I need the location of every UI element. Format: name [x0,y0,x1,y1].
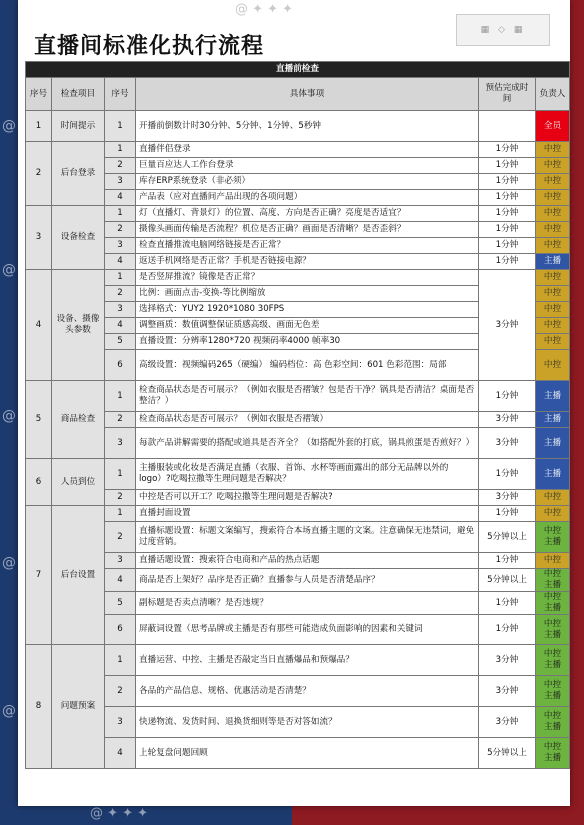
owner-badge: 中控主播 [536,569,570,592]
owner-badge: 中控 [536,318,570,334]
row-detail: 检查商品状态是否可展示？（例如衣服是否褶皱？包是否干净？锅具是否清洁？桌面是否整洁？） [136,381,479,412]
group-item: 后台登录 [52,142,105,206]
row-time: 5分钟以上 [479,569,536,592]
table-row [26,222,570,238]
row-number: 2 [105,222,136,238]
row-detail: 是否竖屏推流？镜像是否正常？ [136,270,479,286]
row-time: 1分钟 [479,254,536,270]
group-number: 5 [26,381,52,459]
header-owner: 负责人 [536,78,570,111]
row-detail: 直播设置：分辨率1280*720 视频码率4000 帧率30 [136,334,479,350]
row-number: 3 [105,174,136,190]
owner-badge: 全员 [536,111,570,142]
owner-badge: 主播 [536,254,570,270]
row-number: 6 [105,350,136,381]
row-time: 1分钟 [479,206,536,222]
row-number: 3 [105,238,136,254]
watermark-left: @ [2,408,16,424]
row-number: 2 [105,522,136,553]
row-number: 2 [105,676,136,707]
owner-badge: 中控 [536,270,570,286]
watermark-left: @ [2,118,16,134]
group-item: 商品检查 [52,381,105,459]
owner-badge: 中控 [536,506,570,522]
row-number: 1 [105,142,136,158]
row-number: 2 [105,158,136,174]
row-number: 4 [105,318,136,334]
row-time: 1分钟 [479,158,536,174]
owner-badge: 中控 [536,553,570,569]
owner-badge: 中控 [536,206,570,222]
table-row [26,645,570,676]
row-number: 5 [105,592,136,615]
group-item: 时间提示 [52,111,105,142]
row-time: 1分钟 [479,222,536,238]
owner-badge: 中控 [536,222,570,238]
table-row [26,158,570,174]
checklist-table [25,61,570,769]
group-item: 人员到位 [52,459,105,506]
group-item: 问题预案 [52,645,105,769]
row-detail: 比例：画面点击-变换-等比例缩放 [136,286,479,302]
row-time: 1分钟 [479,238,536,254]
page-title: 直播间标准化执行流程 [34,33,265,59]
table-row [26,738,570,769]
header-row-no: 序号 [105,78,136,111]
table-row [26,111,570,142]
row-time: 3分钟 [479,270,536,381]
row-time: 1分钟 [479,142,536,158]
table-row [26,270,570,286]
group-number: 2 [26,142,52,206]
row-number: 4 [105,569,136,592]
row-detail: 返送手机网络是否正常？手机是否链接电源？ [136,254,479,270]
table-row [26,676,570,707]
group-number: 3 [26,206,52,270]
row-detail: 检查商品状态是否可展示？（例如衣服是否褶皱） [136,412,479,428]
row-number: 1 [105,506,136,522]
row-detail: 直播封面设置 [136,506,479,522]
row-detail: 摄像头画面传输是否流程？机位是否正确？画面是否清晰？是否歪斜？ [136,222,479,238]
row-time: 3分钟 [479,707,536,738]
row-number: 3 [105,302,136,318]
owner-badge: 主播 [536,459,570,490]
table-row [26,553,570,569]
row-number: 1 [105,645,136,676]
row-time: 5分钟以上 [479,738,536,769]
header-group-no: 序号 [26,78,52,111]
group-item: 后台设置 [52,506,105,645]
owner-badge: 中控主播 [536,645,570,676]
group-item: 设备、摄像头参数 [52,270,105,381]
row-number: 3 [105,707,136,738]
row-detail: 巨量百应达人工作台登录 [136,158,479,174]
row-number: 1 [105,459,136,490]
table-row [26,569,570,592]
row-time: 3分钟 [479,676,536,707]
row-detail: 中控是否可以开工？吃喝拉撒等生理问题是否解决? [136,490,479,506]
brand-logo: ▦ ◇ ▦ [456,14,550,46]
row-detail: 商品是否上架好？品序是否正确？直播参与人员是否清楚品序？ [136,569,479,592]
row-number: 4 [105,738,136,769]
owner-badge: 中控 [536,302,570,318]
table-row [26,142,570,158]
owner-badge: 中控 [536,490,570,506]
row-detail: 主播服装或化妆是否满足直播（衣服、首饰、水杯等画面露出的部分无品牌以外的logo）?吃喝拉撒等生理问题是否解决？ [136,459,479,490]
row-detail: 上轮复盘问题回顾 [136,738,479,769]
group-number: 1 [26,111,52,142]
row-time [479,111,536,142]
row-number: 1 [105,111,136,142]
row-number: 3 [105,428,136,459]
row-detail: 产品表（应对直播间产品出现的各项问题） [136,190,479,206]
row-number: 2 [105,412,136,428]
table-row [26,522,570,553]
row-number: 4 [105,254,136,270]
row-detail: 检查直播推流电脑网络链接是否正常？ [136,238,479,254]
row-number: 3 [105,553,136,569]
group-number: 6 [26,459,52,506]
row-detail: 快递物流、发货时间、退换货细则等是否对答如流？ [136,707,479,738]
owner-badge: 中控主播 [536,615,570,645]
row-time: 1分钟 [479,174,536,190]
owner-badge: 中控 [536,158,570,174]
watermark-left: @ [2,555,16,571]
owner-badge: 中控 [536,286,570,302]
owner-badge: 中控 [536,334,570,350]
group-number: 7 [26,506,52,645]
row-number: 1 [105,381,136,412]
row-detail: 直播话题设置：搜索符合电商和产品的热点话题 [136,553,479,569]
row-time: 1分钟 [479,615,536,645]
row-time: 3分钟 [479,490,536,506]
row-detail: 调整画质：数值调整保证质感高级、画面无色差 [136,318,479,334]
header-detail: 具体事项 [136,78,479,111]
owner-badge: 中控主播 [536,676,570,707]
row-time: 1分钟 [479,553,536,569]
owner-badge: 中控 [536,142,570,158]
row-number: 5 [105,334,136,350]
row-detail: 选择格式：YUY2 1920*1080 30FPS [136,302,479,318]
row-time: 3分钟 [479,645,536,676]
row-time: 1分钟 [479,459,536,490]
owner-badge: 中控 [536,174,570,190]
owner-badge: 中控 [536,238,570,254]
row-time: 1分钟 [479,190,536,206]
row-detail: 直播运营、中控、主播是否敲定当日直播爆品和预爆品？ [136,645,479,676]
header-time: 预估完成时间 [479,78,536,111]
row-number: 2 [105,490,136,506]
watermark-left: @ [2,703,16,719]
row-number: 1 [105,206,136,222]
group-number: 8 [26,645,52,769]
table-row [26,707,570,738]
watermark-left: @ [2,262,16,278]
watermark-bottom: @ ✦ ✦ ✦ [90,806,149,821]
row-time: 1分钟 [479,506,536,522]
row-time: 1分钟 [479,592,536,615]
table-row [26,190,570,206]
table-body [26,111,570,769]
table-row [26,506,570,522]
row-detail: 副标题是否卖点清晰？是否违规？ [136,592,479,615]
row-number: 2 [105,286,136,302]
watermark-top: @ ✦ ✦ ✦ [235,2,294,17]
table-row [26,381,570,412]
row-detail: 每款产品讲解需要的搭配或道具是否齐全？（如搭配外套的打底，锅具煎蛋是否煎好？） [136,428,479,459]
table-row [26,615,570,645]
row-detail: 屏蔽词设置（思考品牌或主播是否有那些可能造成负面影响的因素和关键词 [136,615,479,645]
row-time: 5分钟以上 [479,522,536,553]
table-row [26,459,570,490]
owner-badge: 中控主播 [536,707,570,738]
table-row [26,412,570,428]
row-detail: 直播伴侣登录 [136,142,479,158]
table-row [26,206,570,222]
owner-badge: 主播 [536,412,570,428]
row-detail: 开播前倒数计时30分钟、5分钟、1分钟、5秒钟 [136,111,479,142]
owner-badge: 中控 [536,350,570,381]
owner-badge: 主播 [536,381,570,412]
owner-badge: 中控主播 [536,592,570,615]
owner-badge: 主播 [536,428,570,459]
table-row [26,238,570,254]
row-time: 1分钟 [479,381,536,412]
row-detail: 各品的产品信息、规格、优惠活动是否清楚？ [136,676,479,707]
row-detail: 库存ERP系统登录（非必须） [136,174,479,190]
row-number: 1 [105,270,136,286]
header-check-item: 检查项目 [52,78,105,111]
owner-badge: 中控主播 [536,522,570,553]
table-row [26,428,570,459]
section-banner: 直播前检查 [26,62,570,78]
table-row [26,174,570,190]
row-detail: 高级设置：视频编码265（硬编） 编码档位：高 色彩空间：601 色彩范围：局部 [136,350,479,381]
row-detail: 灯（直播灯、背景灯）的位置、高度、方向是否正确？亮度是否适宜？ [136,206,479,222]
row-number: 4 [105,190,136,206]
row-detail: 直播标题设置：标题文案编写，搜索符合本场直播主题的文案。注意确保无违禁词，避免过度营销。 [136,522,479,553]
owner-badge: 中控 [536,190,570,206]
row-time: 3分钟 [479,412,536,428]
table-row [26,254,570,270]
table-row [26,592,570,615]
owner-badge: 中控主播 [536,738,570,769]
row-number: 6 [105,615,136,645]
group-item: 设备检查 [52,206,105,270]
row-time: 3分钟 [479,428,536,459]
table-row [26,490,570,506]
group-number: 4 [26,270,52,381]
table-header [26,78,570,111]
